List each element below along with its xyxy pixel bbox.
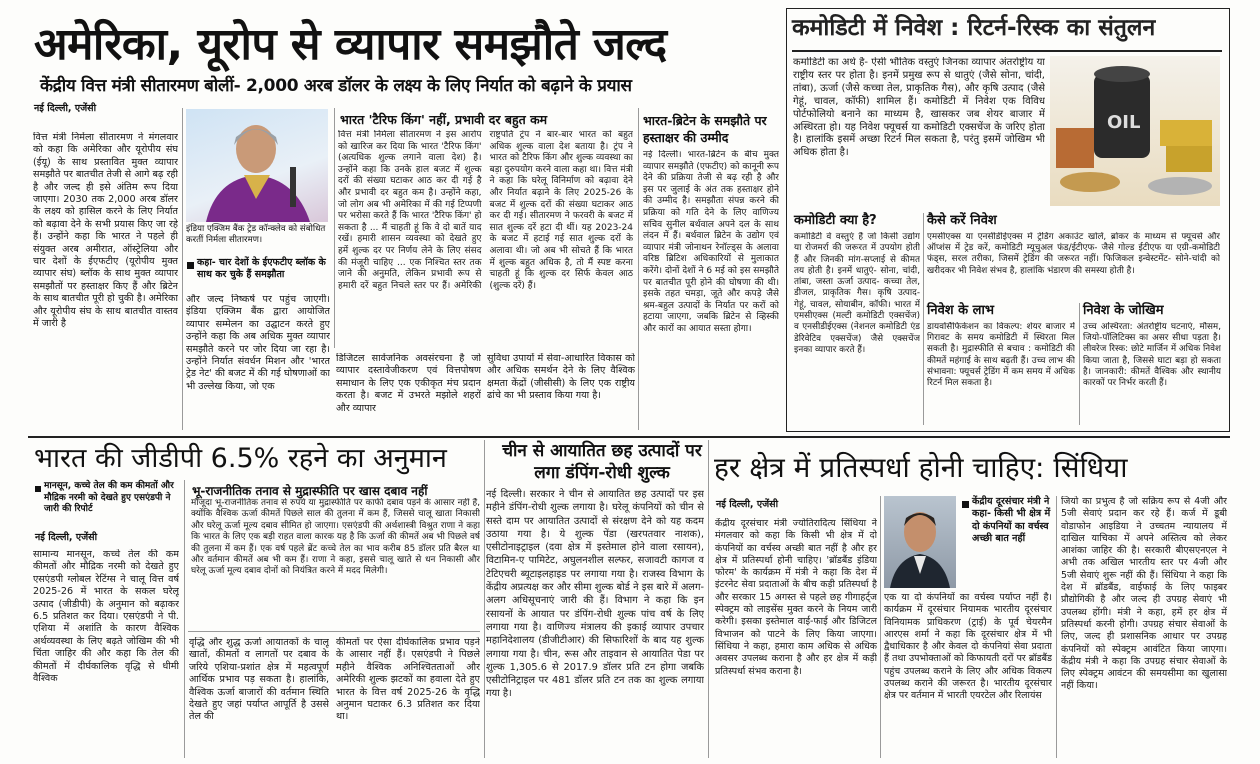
gdp-bullet: मानसून, कच्चे तेल की कम कीमतों और मौद्रिक नरमी को देखते हुए एसएंडपी ने जारी की रिपोर्ट: [44, 481, 174, 514]
gdp-headline: भारत की जीडीपी 6.5% रहने का अनुमान: [34, 443, 447, 474]
china-headline: चीन से आयातित छह उत्पादों पर लगा डंपिंग-रोधी शुल्क: [502, 441, 702, 483]
bullet-marker: [187, 262, 194, 269]
commodity-how-heading: कैसे करें निवेश: [927, 213, 997, 228]
china-text: नई दिल्ली। सरकार ने चीन से आयातित छह उत्पादों पर इस महीने डंपिंग-रोधी शुल्क लगाया है। घरेलू कंपनियों को चीन से सस्ते दाम पर आयातित उत्पादों से संरक्षण देने को यह कदम उठाया गया है। ये शुल्क पेंडा (खरपतवार नाशक), एसीटोनाइट्राइल (दवा क्षेत्र में इस्तेमाल होने वाला रसायन), विटामिन-ए पामिटेट, अघुलनशील सल्फर, सजावटी कागज व टेटिएचरी ब्यूटाइलहाइड पर लगाया गया है। राजस्व विभाग के केंद्रीय अप्रत्यक्ष कर और सीमा शुल्क बोर्ड ने इस बारे में अलग-अलग अधिसूचनाएं जारी की हैं। विभाग ने कहा कि इन रसायनों के आयात पर डंपिंग-रोधी शुल्क पांच वर्ष के लिए लगाया गया है। वाणिज्य मंत्रालय की इकाई व्यापार उपचार महानिदेशालय (डीजीटीआर) की सिफारिशों के बाद यह शुल्क लगाया गया है। चीन, रूस और ताइवान से आयातित पेडा पर शुल्क 1,305.6 से 2017.9 डॉलर प्रति टन होगा जबकि एसीटोनिट्राइल पर 481 डॉलर प्रति टन तक का शुल्क लगाया गया है।: [486, 489, 704, 700]
gdp-dateline: नई दिल्ली, एजेंसी: [35, 532, 98, 543]
sitharaman-photo: [186, 109, 328, 222]
commodity-what-heading: कमोडिटी क्या है?: [794, 213, 877, 228]
commodity-benefit-text: डायवर्सिफिकेशन का विकल्प: शेयर बाजार में गिरावट के समय कमोडिटी में स्थिरता मिल सकती है। मुद्रास्फीति से बचाव : कमोडिटी की कीमतें महंगाई के साथ बढ़ती हैं। उच्च लाभ की संभावना: फ्यूचर्स ट्रेडिंग में कम समय में अधिक रिटर्न मिल सकता है।: [927, 322, 1075, 389]
scindia-bullet: केंद्रीय दूरसंचार मंत्री ने कहा- किसी भी क्षेत्र में दो कंपनियों का वर्चस्व अच्छी बात नहीं: [972, 496, 1051, 544]
tariff-text: वित्त मंत्री निर्मला सीतारमण ने इस आरोप को खारिज कर दिया कि भारत 'टैरिफ किंग' (अत्यधिक शुल्क लगाने वाला देश) है। उन्होंने कहा कि उनके हाल बजट में शुल्क दरों की संख्या घटाकर आठ कर दी गई है और प्रभावी दर बहुत कम है। उन्होंने कहा, जो लोग अब भी अमेरिका में की गई टिप्पणी पर भरोसा करते हैं कि भारत 'टैरिफ किंग' हो सकता है ... मैं चाहती हूं कि वे दो बातें याद रखें। हमारी शासन व्यवस्था को देखते हुए हमें शुल्क दर पर निर्णय लेने के लिए संसद की मंजूरी चाहिए ... एक निश्चित स्तर तक जाने की अनुमति, लेकिन प्रभावी रूप से हमारी दरें बहुत निचले स्तर पर हैं। अमेरिकी राष्ट्रपति ट्रंप ने बार-बार भारत को बहुत अधिक शुल्क वाला देश बताया है। ट्रंप ने भारत को टैरिफ किंग और शुल्क व्यवस्था का बड़ा दुरुपयोग करने वाला कहा था। वित्त मंत्री ने कहा कि घरेलू विनिर्माण को बढ़ावा देने और निर्यात बढ़ाने के लिए 2025-26 के बजट में शुल्क दरों की संख्या घटाकर आठ कर दी गई। सीतारमण ने फरवरी के बजट में सात शुल्क दरें हटा दी थीं। यह 2023-24 के बजट में हटाई गई सात शुल्क दरों के अलावा थी। जो अब भी सोचते हैं कि भारत में शुल्क बहुत अधिक है, तो मैं स्पष्ट करना चाहती हूं कि शुल्क दर सिर्फ केवल आठ (शुल्क दरें) हैं।: [338, 130, 633, 291]
gdp-column-3: कीमतों पर ऐसा दीर्घकालिक प्रभाव पड़ने के आसार नहीं हैं। एसएंडपी ने पिछले महीने वैश्विक अनिश्चितताओं और अमेरिकी शुल्क झटकों का हवाला देते हुए भारत के वित्त वर्ष 2025-26 के वृद्धि अनुमान घटाकर 6.3 प्रतिशत कर दिया था।: [336, 637, 480, 723]
gdp-column-1: सामान्य मानसून, कच्चे तेल की कम कीमतों और मौद्रिक नरमी को देखते हुए एसएंडपी ग्लोबल रेटिंग्स ने चालू वित्त वर्ष 2025-26 में भारत के सकल घरेलू उत्पाद (जीडीपी) के अनुमान को बढ़ाकर 6.5 प्रतिशत कर दिया। एसएंडपी ने पी. एशिया में अशांति के कारण वैश्विक अर्थव्यवस्था के लिए बढ़ते जोखिम की भी चिंता जाहिर की और कहा कि तेल की कीमतों में दीर्घकालिक वृद्धि से धीमी वैश्विक: [33, 549, 179, 685]
lead-column-3: डिजिटल सार्वजनिक अवसंरचना है जो व्यापार दस्तावेजीकरण एवं वित्तपोषण समाधान के लिए एक एकीकृत मंच प्रदान करता है। बजट में उभरते मझोले शहरों और व्यापार: [336, 353, 481, 414]
gdp-column-2: वृद्धि और शुद्ध ऊर्जा आयातकों के चालू खातों, कीमतों व लागतों पर दबाव के जरिये एशिया-प्रशांत क्षेत्र में महत्वपूर्ण आर्थिक प्रभाव पड़ सकता है। हालांकि, वैश्विक ऊर्जा बाजारों की वर्तमान स्थिति देखते हुए जहां पर्याप्त आपूर्ति है उससे तेल की: [189, 637, 329, 723]
commodity-headline: कमोडिटी में निवेश : रिटर्न-रिस्क का संतुलन: [792, 15, 1156, 41]
photo-caption: इंडिया एक्जिम बैंक ट्रेड कॉन्क्लेव को संबोधित करतीं निर्मला सीतारमण।: [186, 224, 326, 245]
uk-headline: भारत-ब्रिटेन के समझौते पर हस्ताक्षर की उम्मीद: [643, 113, 767, 145]
gdp-subheadline: भू-राजनीतिक तनाव से मुद्रास्फीति पर खास दबाव नहीं: [192, 484, 428, 498]
lead-dateline: नई दिल्ली, एजेंसी: [34, 103, 97, 114]
commodity-how-text: एमसीएक्स या एनसीडीईएक्स में ट्रेडिंग अकाउंट खोलें, ब्रोकर के माध्यम से फ्यूचर्स और ऑप्शंस में ट्रेड करें, कमोडिटी म्यूचुअल फंड/ईटीएफ- जैसे गोल्ड ईटीएफ या एग्री-कमोडिटी फंड्स, सरल तरीका, जिसमें ट्रेडिंग की जरूरत नहीं। फिजिकल इन्वेस्टमेंट- सोने-चांदी को खरीदकर भी निवेश संभव है, हालांकि भंडारण की समस्या होती है।: [927, 232, 1220, 276]
gdp-bullet-marker: [35, 486, 41, 492]
commodity-intro: कमोडिटी का अर्थ है- ऐसी भौतिक वस्तुएं जिनका व्यापार अंतर्राष्ट्रीय या राष्ट्रीय स्तर पर होता है। इनमें प्रमुख रूप से धातुएं (जैसे सोना, चांदी, तांबा), ऊर्जा (जैसे कच्चा तेल, प्राकृतिक गैस), और कृषि उत्पाद (जैसे गेहूं, चावल, कॉफी) शामिल हैं। कमोडिटी में निवेश एक विविध पोर्टफोलियो बनाने का माध्यम है, खासकर जब शेयर बाजार में अस्थिरता हो। यह निवेश फ्यूचर्स या कमोडिटी एक्सचेंज के जरिए होता है। हालांकि इसमें अच्छा रिटर्न मिल सकता है, परंतु इसमें जोखिम भी अधिक होता है।: [793, 57, 1045, 159]
scindia-dateline: नई दिल्ली, एजेंसी: [716, 499, 779, 510]
scindia-bullet-marker: [962, 501, 969, 508]
scindia-column-3: जियो का प्रभुत्व है जो सक्रिय रूप से 4जी और 5जी सेवाएं प्रदान कर रहे हैं। कर्ज में डूबी वोडाफोन आइडिया ने उच्चतम न्यायालय में दाखिल याचिका में अपने अस्तित्व को लेकर आशंका जाहिर की है। सरकारी बीएसएनएल ने अभी तक अखिल भारतीय स्तर पर 4जी और 5जी सेवाएं शुरू नहीं की हैं। सिंधिया ने कहा कि देश में ब्रॉडबैंड, वाईफाई के लिए फाइबर प्रौद्योगिकी है और जल्द ही उपग्रह सेवाएं भी उपलब्ध होंगी। मंत्री ने कहा, हमें हर क्षेत्र में प्रतिस्पर्धा करनी होगी। उपग्रह संचार सेवाओं के लिए, जल्द ही प्रशासनिक आधार पर उपग्रह कंपनियों को स्पेक्ट्रम आवंटित किया जाएगा। केंद्रीय मंत्री ने कहा कि उपग्रह संचार सेवाओं के लिए स्पेक्ट्रम आवंटन की समयसीमा का खुलासा नहीं किया।: [1061, 496, 1227, 692]
svg-text:OIL: OIL: [1107, 112, 1141, 133]
uk-text: नई दिल्ली। भारत-ब्रिटेन के बीच मुक्त व्यापार समझौते (एफटीए) को कानूनी रूप देने की प्रक्रिया तेजी से बढ़ रही है और इस पर जुलाई के अंत तक हस्ताक्षर होने की उम्मीद है। समझौता संपन्न करने की प्रक्रिया को गति देने के लिए वाणिज्य सचिव सुनील बर्थवाल अपने दल के साथ लंदन में हैं। बर्थवाल ब्रिटेन के उद्योग एवं व्यापार मंत्री जोनाथन रेनॉल्ड्स के अलावा वरिष्ठ ब्रिटिश अधिकारियों से मुलाकात करेंगे। दोनों देशों ने 6 मई को इस समझौते पर बातचीत पूरी होने की घोषणा की थी। इसके तहत चमड़ा, जूते और कपड़े जैसे श्रम-बहुल उत्पादों के निर्यात पर करों को हटाया जाएगा, जबकि ब्रिटेन से व्हिस्की और कारों का आयात सस्ता होगा।: [643, 150, 779, 334]
commodity-risk-text: उच्च अस्थिरता: अंतर्राष्ट्रीय घटनाएं, मौसम, जियो-पॉलिटिक्स का असर सीधा पड़ता है। लीवरेज रिस्क: छोटे मार्जिन में अधिक निवेश किया जाता है, जिससे घाटा बड़ा हो सकता है। जानकारी: कीमतें वैश्विक और स्थानीय कारकों पर निर्भर करती हैं।: [1083, 322, 1221, 389]
scindia-column-1: केंद्रीय दूरसंचार मंत्री ज्योतिरादित्य सिंधिया ने मंगलवार को कहा कि किसी भी क्षेत्र में दो कंपनियों का वर्चस्व अच्छी बात नहीं है और हर क्षेत्र में प्रतिस्पर्धा होनी चाहिए। 'ब्रॉडबैंड इंडिया फोरम' के कार्यक्रम में मंत्री ने कहा कि देश में इंटरनेट सेवा प्रदाताओं के बीच कड़ी प्रतिस्पर्धा है और सरकार 15 अगस्त से पहले छह गीगाहर्ट्ज स्पेक्ट्रम को लाइसेंस मुक्त करने के नियम जारी करेगी। इसका इस्तेमाल वाई-फाई और डिजिटल विभाजन को पाटने के लिए किया जाएगा। सिंधिया ने कहा, हमारा काम अधिक से अधिक अवसर उपलब्ध कराना है और हर क्षेत्र में कड़ी प्रतिस्पर्धा संभव कराना है।: [715, 518, 877, 677]
scindia-headline: हर क्षेत्र में प्रतिस्पर्धा होनी चाहिए: सिंधिया: [714, 451, 1128, 484]
commodity-risk-heading: निवेश के जोखिम: [1083, 303, 1164, 318]
lead-column-4: सुविधा उपायों में सेवा-आधारित विकास को और अधिक समर्थन देने के लिए वैश्विक क्षमता केंद्रों (जीसीसी) के लिए एक राष्ट्रीय ढांचे का भी प्रस्ताव किया गया है।: [487, 353, 635, 402]
scindia-column-2: एक या दो कंपनियों का वर्चस्व पर्याप्त नहीं है। कार्यक्रम में दूरसंचार नियामक भारतीय दूरसंचार विनियामक प्राधिकरण (ट्राई) के पूर्व चेयरमैन आरएस शर्मा ने कहा कि दूरसंचार क्षेत्र में भी द्वैधाधिकार है और केवल दो कंपनियां सेवा प्रदाता हैं तथा उपभोक्ताओं को किफायती दरों पर ब्रॉडबैंड पहुंच उपलब्ध कराने के लिए और अधिक विकल्प उपलब्ध कराने की जरूरत है। भारतीय दूरसंचार क्षेत्र पर वर्तमान में भारती एयरटेल और रिलायंस: [884, 592, 1052, 702]
commodity-benefit-heading: निवेश के लाभ: [927, 303, 995, 318]
tariff-headline: भारत 'टैरिफ किंग' नहीं, प्रभावी दर बहुत कम: [340, 112, 548, 127]
commodity-illustration: [1050, 56, 1220, 206]
lead-subheadline: केंद्रीय वित्त मंत्री सीतारमण बोलीं- 2,000 अरब डॉलर के लक्ष्य के लिए निर्यात को बढ़ाने के प्रयास: [40, 76, 632, 96]
lead-column-2: और जल्द निष्कर्ष पर पहुंच जाएगी। इंडिया एक्जिम बैंक द्वारा आयोजित व्यापार सम्मेलन का उद्घाटन करते हुए उन्होंने कहा कि अब अधिक मुक्त व्यापार समझौते करने पर जोर दिया जा रहा है। उन्होंने निर्यात संवर्धन मिशन और 'भारत ट्रेड नेट' की बजट में की गई घोषणाओं का भी उल्लेख किया, जो एक: [186, 294, 330, 392]
lead-bullet: कहा- चार देशों के ईएफटीए ब्लॉक के साथ कर चुके हैं समझौता: [197, 257, 326, 280]
commodity-what-text: कमोडिटी वे वस्तुएं हैं जो किसी उद्योग या रोजमर्रा की जरूरत में उपयोग होती हैं और जिनकी मांग-सप्लाई से कीमत तय होती है। इनमें धातुएं- सोना, चांदी, तांबा, जस्ता ऊर्जा उत्पाद- कच्चा तेल, डीजल, प्राकृतिक गैस। कृषि उत्पाद- गेहूं, चावल, सोयाबीन, कॉफी। भारत में एमसीएक्स (मल्टी कमोडिटी एक्सचेंज) व एनसीडीईएक्स (नेशनल कमोडिटी एंड डेरिवेटिव एक्सचेंज) जैसे एक्सचेंज इनका व्यापार करते हैं।: [794, 232, 920, 355]
lead-headline: अमेरिका, यूरोप से व्यापार समझौते जल्द: [34, 19, 667, 70]
lead-column-1: वित्त मंत्री निर्मला सीतारमण ने मंगलवार को कहा कि अमेरिका और यूरोपीय संघ (ईयू) के साथ प्रस्तावित मुक्त व्यापार समझौते पर बातचीत तेजी से आगे बढ़ रही है और जल्द ही इसे अंतिम रूप दिया जाएगा। 2030 तक 2,000 अरब डॉलर के लक्ष्य को हासिल करने के लिए निर्यात को बढ़ावा देने के सभी प्रयास किए जा रहे हैं। उन्होंने कहा कि भारत ने पहले ही संयुक्त अरब अमीरात, ऑस्ट्रेलिया और चार देशों के ईएफटीए (यूरोपीय मुक्त व्यापार संघ) ब्लॉक के साथ मुक्त व्यापार समझौतों पर हस्ताक्षर किए हैं और ब्रिटेन के साथ बातचीत पूरी हो चुकी है। अमेरिका और यूरोपीय संघ के साथ बातचीत वास्तव में जारी है: [33, 132, 178, 330]
scindia-photo: [884, 496, 956, 588]
gdp-sub-text: मौजूदा भू-राजनीतिक तनाव से रुपये या मुद्रास्फीति पर काफी दबाव पड़ने के आसार नहीं हैं, क्योंकि वैश्विक ऊर्जा कीमतें पिछले साल की तुलना में कम हैं, जिससे चालू खाता निकासी और घरेलू ऊर्जा मूल्य दबाव सीमित हो जाएगा। एसएंडपी की अर्थशास्त्री विश्रुत राणा ने कहा कि भारत के लिए एक बड़ी राहत वाला कारक यह है कि ऊर्जा की कीमतें अब भी पिछले वर्ष की तुलना में कम हैं। एक वर्ष पहले ब्रेंट कच्चे तेल का भाव करीब 85 डॉलर प्रति बैरल था और वर्तमान कीमतें अब भी कम हैं। राणा ने कहा, इससे चालू खाते से धन निकासी और घरेलू ऊर्जा मूल्य दबाव दोनों को नियंत्रित करने में मदद मिलेगी।: [191, 498, 480, 577]
